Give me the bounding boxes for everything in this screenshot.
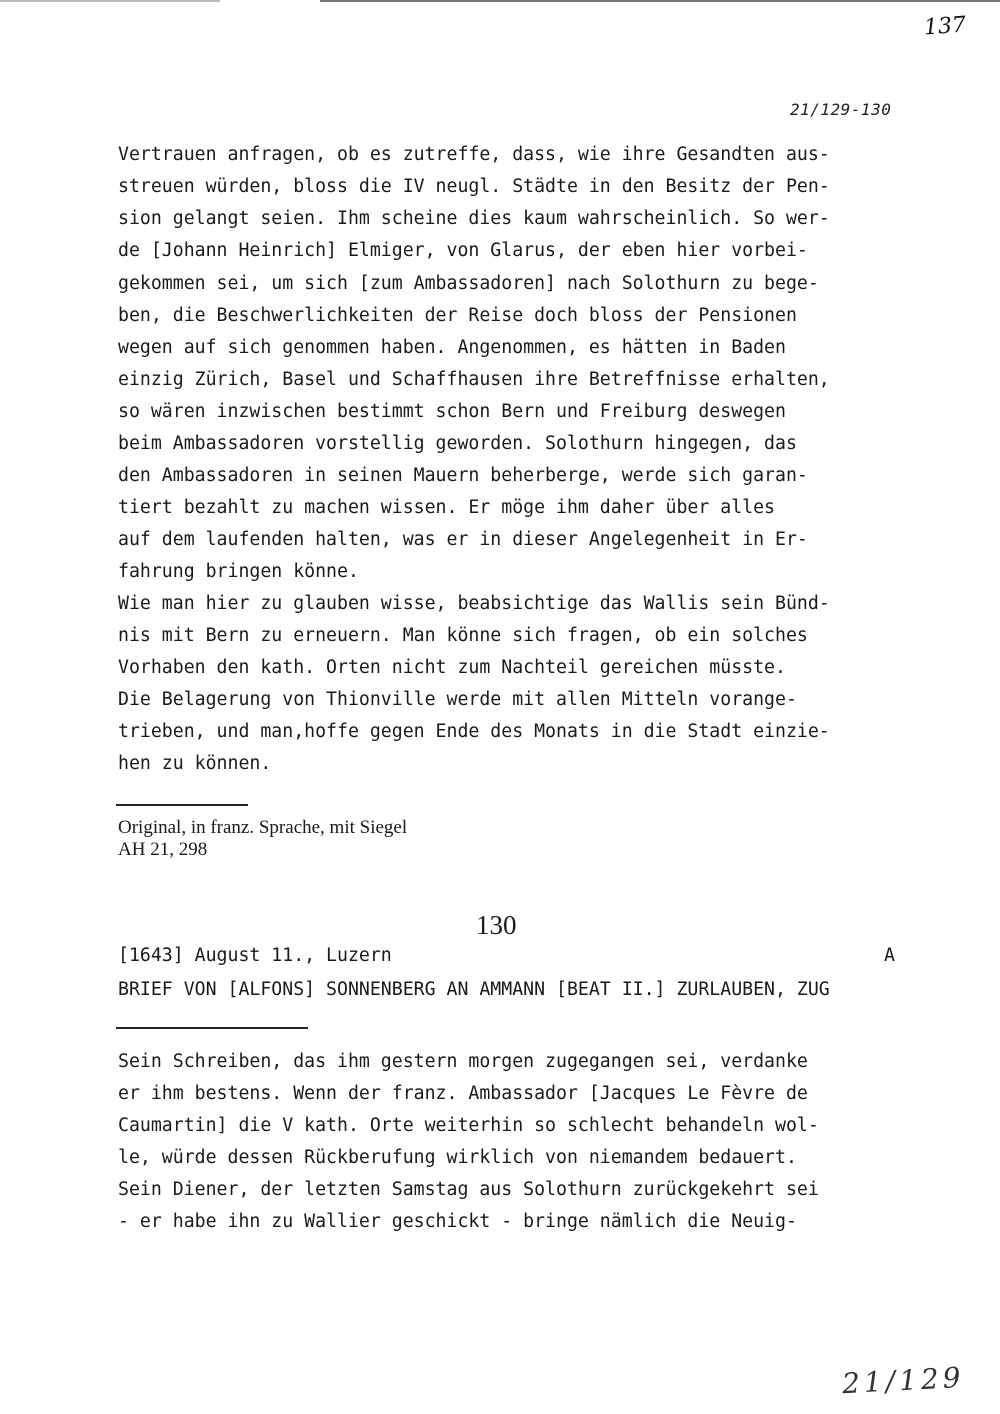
letter-date-place: [1643] August 11., Luzern (118, 945, 392, 966)
text-line: den Ambassadoren in seinen Mauern beherberge, werde sich garan- (118, 465, 808, 486)
text-line: tiert bezahlt zu machen wissen. Er möge ihm daher über alles (118, 497, 775, 518)
letter-category: A (884, 945, 895, 966)
archive-reference: AH 21, 298 (118, 839, 208, 860)
text-line: einzig Zürich, Basel und Schaffhausen ihre Betreffnisse erhalten, (118, 369, 830, 390)
text-line: nis mit Bern zu erneuern. Man könne sich fragen, ob ein solches (118, 625, 808, 646)
text-line: er ihm bestens. Wenn der franz. Ambassador [Jacques Le Fèvre de (118, 1083, 808, 1104)
document-reference: 21/129-130 (790, 100, 892, 119)
text-line: ben, die Beschwerlichkeiten der Reise doch bloss der Pensionen (118, 305, 797, 326)
text-line: le, würde dessen Rückberufung wirklich von niemandem bedauert. (118, 1147, 797, 1168)
text-line: fahrung bringen könne. (118, 561, 359, 582)
text-line: wegen auf sich genommen haben. Angenommen, es hätten in Baden (118, 337, 786, 358)
text-line: Caumartin] die V kath. Orte weiterhin so schlecht behandeln wol- (118, 1115, 819, 1136)
text-line: Die Belagerung von Thionville werde mit allen Mitteln vorange- (118, 689, 797, 710)
folio-number: 137 (923, 12, 967, 41)
text-line: Vorhaben den kath. Orten nicht zum Nachteil gereichen müsste. (118, 657, 786, 678)
text-line: so wären inzwischen bestimmt schon Bern und Freiburg deswegen (118, 401, 786, 422)
letter-number: 130 (476, 910, 517, 940)
text-line: streuen würden, bloss die IV neugl. Städte in den Besitz der Pen- (118, 176, 830, 197)
footnote-rule (116, 804, 248, 806)
text-line: trieben, und man,hoffe gegen Ende des Monats in die Stadt einzie- (118, 721, 830, 742)
text-line: de [Johann Heinrich] Elmiger, von Glarus, der eben hier vorbei- (118, 240, 808, 261)
scan-edge-rule (0, 0, 1000, 2)
text-line: Vertrauen anfragen, ob es zutreffe, dass, wie ihre Gesandten aus- (118, 144, 830, 165)
text-line: auf dem laufenden halten, was er in dieser Angelegenheit in Er- (118, 529, 808, 550)
letter-heading: BRIEF VON [ALFONS] SONNENBERG AN AMMANN [BEAT II.] ZURLAUBEN, ZUG (118, 979, 830, 1000)
source-note: Original, in franz. Sprache, mit Siegel (118, 817, 408, 838)
text-line: sion gelangt seien. Ihm scheine dies kaum wahrscheinlich. So wer- (118, 208, 830, 229)
text-line: - er habe ihn zu Wallier geschickt - bringe nämlich die Neuig- (118, 1211, 797, 1232)
handwritten-annotation: 21/129 (841, 1360, 966, 1401)
text-line: Sein Diener, der letzten Samstag aus Solothurn zurückgekehrt sei (118, 1179, 819, 1200)
heading-rule (116, 1027, 308, 1029)
text-line: Sein Schreiben, das ihm gestern morgen zugegangen sei, verdanke (118, 1051, 808, 1072)
text-line: gekommen sei, um sich [zum Ambassadoren] nach Solothurn zu bege- (118, 273, 819, 294)
text-line: hen zu können. (118, 753, 272, 774)
text-line: beim Ambassadoren vorstellig geworden. Solothurn hingegen, das (118, 433, 797, 454)
text-line: Wie man hier zu glauben wisse, beabsichtige das Wallis sein Bünd- (118, 593, 830, 614)
